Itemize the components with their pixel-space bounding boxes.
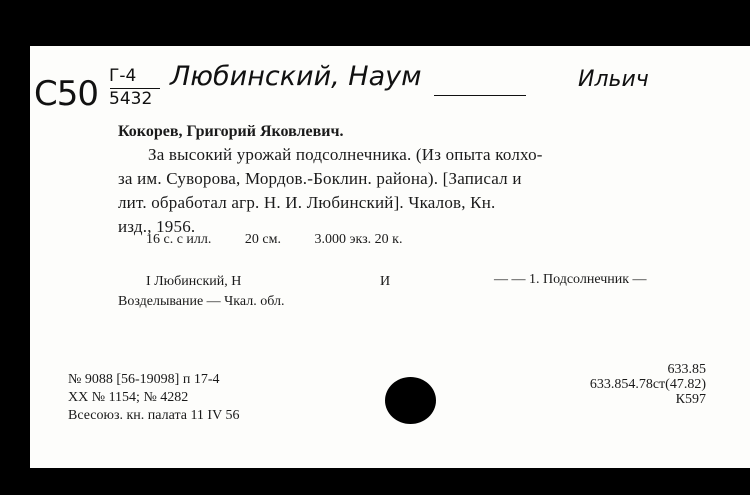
handwritten-author: Любинский, Наум: [170, 61, 422, 92]
collation-size: 20 см.: [244, 232, 281, 247]
tracing-left: I Любинский, Н: [146, 274, 242, 289]
tracing-right: — — 1. Подсолнечник —: [494, 272, 647, 287]
footer-left: [68, 371, 239, 425]
record-body: [118, 143, 708, 239]
classification-udc: 633.85: [667, 362, 706, 377]
handwritten-patronymic: Ильич: [578, 67, 649, 92]
tracing-line-2: Возделывание — Чкал. обл.: [118, 294, 285, 309]
classification-detail: 633.854.78ст(47.82): [589, 377, 706, 392]
punch-hole: [385, 377, 436, 424]
collation: [146, 232, 402, 248]
footer-right: [590, 362, 706, 407]
record-heading: Кокорев, Григорий Яковлевич.: [118, 123, 344, 140]
footer-left-line: XX № 1154; № 4282: [68, 390, 189, 405]
shelf-number-top: Г-4: [109, 66, 137, 86]
body-line: за им. Суворова, Мордов.-Боклин. района). [Записал и: [118, 169, 522, 188]
footer-left-line: Всесоюз. кн. палата 11 IV 56: [68, 408, 240, 423]
classification-author-mark: К597: [675, 392, 706, 407]
body-line: За высокий урожай подсолнечника. (Из опыта колхо-: [148, 145, 543, 164]
tracing-mid: И: [380, 274, 391, 289]
collation-pages: 16 с. с илл.: [146, 232, 212, 247]
body-line: изд., 1956.: [118, 217, 196, 236]
shelf-number-bottom: 5432: [109, 89, 153, 109]
shelf-letter: С50: [34, 74, 99, 114]
collation-print-run: 3.000 экз. 20 к.: [314, 232, 403, 247]
handwritten-underline: [434, 95, 526, 96]
body-line: лит. обработал агр. Н. И. Любинский]. Чкалов, Кн.: [118, 193, 496, 212]
footer-left-line: № 9088 [56-19098] п 17-4: [68, 372, 220, 387]
